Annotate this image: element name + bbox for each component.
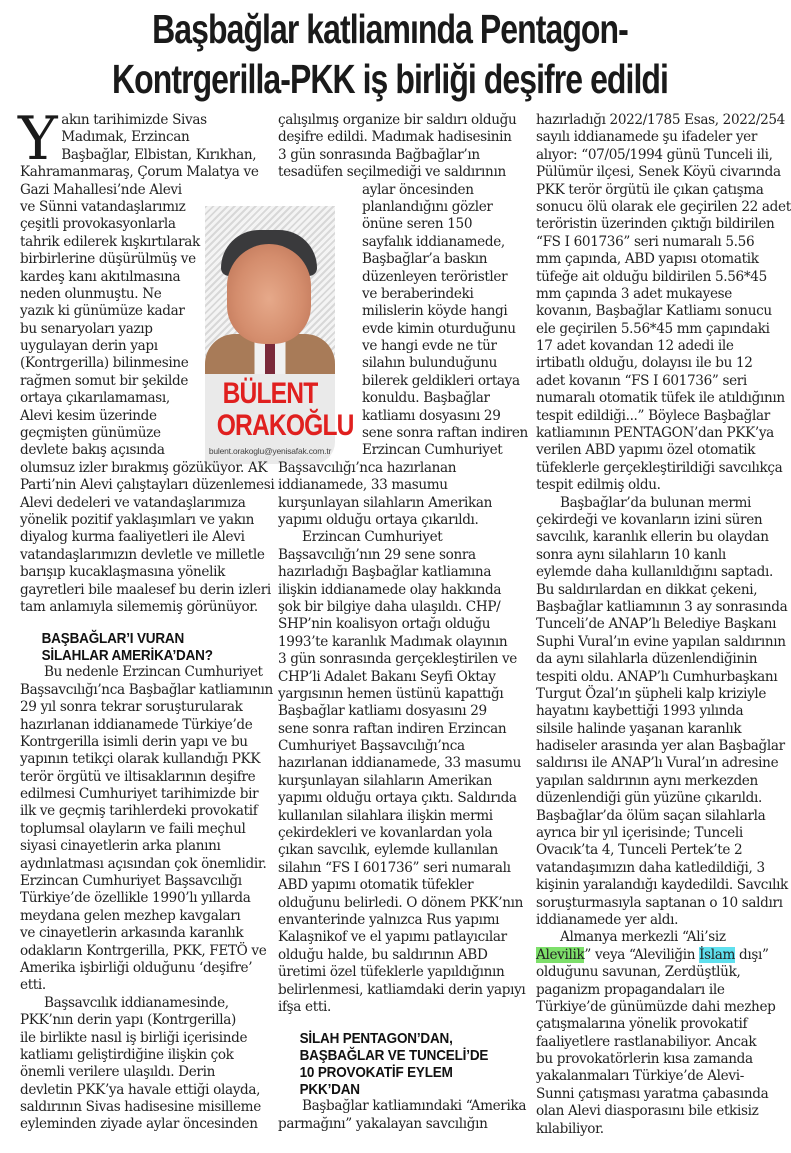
text-line: düzenlendiği gün yüzüne çıkarıldı. bbox=[536, 790, 762, 807]
text-line: PKK’nın derin yapı (Kontrgerilla) bbox=[20, 1012, 236, 1029]
text-line: Pülümür ilçesi, Senek Köyü civarında bbox=[536, 164, 781, 181]
text-line: uygulayan derin yapı bbox=[20, 338, 158, 355]
text-line: ortaya çıkarılamaması, bbox=[20, 390, 170, 407]
paragraph-8 bbox=[536, 929, 776, 1138]
text-line: tam anlamıyla silememiş görünüyor. bbox=[20, 598, 258, 615]
article-column-3 bbox=[536, 112, 791, 1138]
text-line: (Kontrgerilla) bilinmesine bbox=[20, 355, 189, 372]
text-line: çekirdekleri ve kovanlardan yola bbox=[278, 825, 493, 842]
paragraph-2 bbox=[20, 664, 273, 994]
text-line: CHP’li Adalet Bakanı Seyfi Oktay bbox=[278, 668, 496, 685]
text-line: sayfalık iddianamede, bbox=[362, 233, 505, 250]
text-line: aydınlatması açısından çok önemlidir. bbox=[20, 855, 267, 872]
highlight-islam[interactable]: İslam bbox=[699, 946, 736, 963]
text-line: Bu saldırılardan en dikkat çekeni, bbox=[536, 581, 758, 598]
text-line: 1993’te karanlık Madımak olayının bbox=[278, 633, 508, 650]
text-line: faaliyetlere rastlanabiliyor. Ancak bbox=[536, 1033, 757, 1050]
text-line: Ovacık’ta 4, Tunceli Pertek’te 2 bbox=[536, 842, 743, 859]
text-line: ABD yapımı otomatik tüfekler bbox=[278, 877, 474, 894]
paragraph-continued bbox=[278, 112, 517, 182]
text-line: Bu nedenle Erzincan Cumhuriyet bbox=[44, 664, 263, 681]
article-column-2 bbox=[278, 112, 528, 1133]
subheading-line: SİLAHLAR AMERİKA’DAN? bbox=[41, 647, 213, 665]
text-line: hazırladığı Başbağlar katliamına bbox=[278, 564, 492, 581]
text-line: kılabiliyor. bbox=[536, 1120, 604, 1137]
text-line: 3 gün sonrasında gerçekleştirilen ve bbox=[278, 651, 517, 668]
text-line: edilmesi Cumhuriyet tarihimizde bir bbox=[20, 786, 259, 803]
text-line: Alevi dedeleri ve vatandaşlarımıza bbox=[20, 494, 246, 511]
text-line: Başbağlar katliamındaki “Amerika bbox=[302, 1098, 527, 1115]
text-line: devlete bakış açısında bbox=[20, 442, 165, 459]
text-line: olduğunu savunan, Zerdüştlük, bbox=[536, 964, 741, 981]
text-line: ayrıca bir yıl içerisinde; Tunceli bbox=[536, 825, 743, 842]
text-line: rağmen somut bir şekilde bbox=[20, 372, 189, 389]
text-line: ve Sünni vatandaşlarımız bbox=[20, 198, 186, 215]
text-line: vatandaşlarımızın devletle ve milletle bbox=[20, 546, 265, 563]
text-line: 17 adet kovandan 12 adedi ile bbox=[536, 338, 734, 355]
text-line: eylemde daha kullanıldığını saptadı. bbox=[536, 564, 773, 581]
text-line: çıkan savcılık, eylemde kullanılan bbox=[278, 842, 498, 859]
text-line: katliamı dosyasını 29 bbox=[362, 407, 501, 424]
text-line: bu provokatörlerin kısa zamanda bbox=[536, 1051, 753, 1068]
text-line: yazık ki günümüze kadar bbox=[20, 303, 185, 320]
text-line: ele geçirilen 5.56*45 mm çapındaki bbox=[536, 320, 770, 337]
text-line: hadiseler arasında yer alan Başbağlar bbox=[536, 738, 785, 755]
text-line: etti. bbox=[20, 977, 46, 994]
text-line: ve beraberindeki bbox=[362, 285, 474, 302]
text-line: hazırlanan iddianamede Türkiye’de bbox=[20, 716, 253, 733]
subheading-line: BAŞBAĞLAR VE TUNCELİ’DE bbox=[299, 1047, 489, 1065]
text-line: kullanılan silahlara ilişkin mermi bbox=[278, 807, 493, 824]
text-line: sene sonra raftan indiren Erzincan bbox=[278, 720, 507, 737]
text-line: hazırlanan iddianamede, 33 masumu bbox=[278, 755, 522, 772]
text-line: sene sonra raftan indiren bbox=[362, 425, 528, 442]
text-line: eyleminden ziyade aylar öncesinden bbox=[20, 1116, 258, 1133]
text-line: alıyor: “07/05/1994 günü Tunceli ili, bbox=[536, 146, 773, 163]
text-line: ile birlikte nasıl iş birliği içerisinde bbox=[20, 1029, 248, 1046]
text-line: Türkiye’de özellikle 1990’lı yıllarda bbox=[20, 890, 251, 907]
text-line: yargısının hemen üstünü kapattığı bbox=[278, 685, 504, 702]
text-line: gayretleri bile maalesef bu derin izleri bbox=[20, 581, 271, 598]
text-line: Erzincan Cumhuriyet Başsavcılığı bbox=[20, 873, 242, 890]
text-line: saldırısı ile ANAP’lı Vural’ın adresine bbox=[536, 755, 779, 772]
text-line: planlandığını gözler bbox=[362, 198, 493, 215]
text-line: yapılan saldırının aynı merkezden bbox=[536, 772, 758, 789]
text-line: ilk ve geçmiş tarihlerdeki provokatif bbox=[20, 803, 258, 820]
subheading-2 bbox=[278, 1030, 487, 1098]
text-line: Sunni çatışması yaratma çabasında bbox=[536, 1085, 769, 1102]
text-line: aylar öncesinden bbox=[362, 181, 474, 198]
text-line: tahrik edilerek kışkırtılarak bbox=[20, 233, 200, 250]
text-line: çekirdeği ve kovanların izini süren bbox=[536, 511, 763, 528]
text-line: ifşa etti. bbox=[278, 998, 331, 1015]
subheading-line: BAŞBAĞLAR’I VURAN bbox=[41, 630, 185, 648]
text-line: neden olunmuştu. Ne bbox=[20, 285, 162, 302]
text-line: ilişkin iddianamede olay hakkında bbox=[278, 581, 502, 598]
text-line: olduğu halde, bu saldırının ABD bbox=[278, 946, 488, 963]
text-line: iddianamede, 33 masumu bbox=[278, 477, 448, 494]
text-line: parmağını” yakalayan savcılığın bbox=[278, 1115, 488, 1132]
text-line: bilerek geldikleri ortaya bbox=[362, 372, 520, 389]
text-line: tesadüfen seçilmediği ve saldırının bbox=[278, 164, 506, 181]
text-line: meydana gelen mezhep kavgaları bbox=[20, 907, 241, 924]
text-line: Başbağlar’da bulunan mermi bbox=[560, 494, 752, 511]
text-line: Almanya merkezli “Ali’siz bbox=[560, 929, 726, 946]
subheading-line: SİLAH PENTAGON’DAN, bbox=[299, 1030, 453, 1048]
text-line: olan Alevi diasporasını bile etkisiz bbox=[536, 1103, 759, 1120]
text-line: silsile halinde yaşanan karanlık bbox=[536, 720, 742, 737]
paragraph-7 bbox=[536, 494, 788, 930]
text-line: Erzincan Cumhuriyet bbox=[362, 442, 503, 459]
text-line: Cumhuriyet Başsavcılığı’nca bbox=[278, 738, 465, 755]
text-line: tespit edilmiş oldu. bbox=[536, 477, 661, 494]
text-line: Başsavcılığı’nca Başbağlar katliamının bbox=[20, 681, 273, 698]
text-line: PKK terör örgütü ile çıkan çatışma bbox=[536, 181, 764, 198]
text-line: sayılı iddianamede şu ifadeler yer bbox=[536, 129, 758, 146]
text-line: devletin PKK’ya havale ettiği olayda, bbox=[20, 1081, 261, 1098]
text-fragment: dışı” bbox=[735, 946, 769, 963]
text-line: ve hangi evde ne tür bbox=[362, 338, 497, 355]
text-line: önemli verilere ulaşıldı. Derin bbox=[20, 1064, 215, 1081]
text-line: odakların Kontrgerilla, PKK, FETÖ ve bbox=[20, 942, 267, 959]
text-line: Başsavcılığı’nın 29 sene sonra bbox=[278, 546, 476, 563]
headline-line-1: Başbağlar katliamında Pentagon- bbox=[152, 6, 628, 52]
text-line: konuldu. Başbağlar bbox=[362, 390, 490, 407]
text-line: Turgut Özal’ın şüpheli kalp kriziyle bbox=[536, 685, 767, 702]
subheading-1 bbox=[20, 630, 229, 664]
text-line: birbirlerine düşürülmüş ve bbox=[20, 251, 196, 268]
text-line: ve cinayetlerin arkasında karanlık bbox=[20, 925, 244, 942]
text-line: bu senaryoları yazıp bbox=[20, 320, 153, 337]
subheading-line: PKK’DAN bbox=[299, 1081, 360, 1099]
text-line: toplumsal olayların ve faili meçhul bbox=[20, 820, 246, 837]
text-line: şok bir bilgiye daha ulaşıldı. CHP/ bbox=[278, 598, 501, 615]
text-line: deşifre edildi. Madımak hadisesinin bbox=[278, 129, 512, 146]
text-line: adet kovanın “FS I 601736” seri bbox=[536, 372, 747, 389]
text-line: çeşitli provokasyonlarla bbox=[20, 216, 176, 233]
text-line: tespiti oldu. ANAP’lı Cumhurbaşkanı bbox=[536, 668, 778, 685]
text-line: teröristin üzerinden çıktığı bildirilen bbox=[536, 216, 775, 233]
text-fragment: ” veya “Aleviliğin bbox=[584, 946, 700, 963]
text-line: üretimi özel tüfeklerle yapıldığının bbox=[278, 964, 505, 981]
text-line: soruşturmasıyla saptanan o 10 saldırı bbox=[536, 894, 783, 911]
text-line: irtibatlı olduğu, dolayısı ile bu 12 bbox=[536, 355, 753, 372]
text-line-highlighted bbox=[536, 947, 768, 964]
text-line: belirlenmesi, katliamdaki derin yapıyı bbox=[278, 981, 526, 998]
text-line: Başbağlar’da ölüm saçan silahlarla bbox=[536, 807, 766, 824]
text-line: olumsuz izler bırakmış gözüküyor. AK bbox=[20, 459, 268, 476]
text-line: geçmişten günümüze bbox=[20, 425, 161, 442]
text-line: siyasi cinayetlerin arka planını bbox=[20, 838, 221, 855]
text-line: saldırının Sivas hadisesine misilleme bbox=[20, 1099, 261, 1116]
text-line: diyalog kurma faaliyetleri ile Alevi bbox=[20, 529, 245, 546]
author-first-name: BÜLENT bbox=[222, 377, 318, 410]
text-line: Madımak, Erzincan bbox=[61, 129, 190, 146]
author-email: bulent.orakoglu@yenisafak.com.tr bbox=[208, 446, 332, 456]
text-line: katliamının PENTAGON’dan PKK’ya bbox=[536, 425, 774, 442]
text-line: katliamı geliştirdiğine ilişkin çok bbox=[20, 1046, 234, 1063]
text-line: milislerin köyde hangi bbox=[362, 303, 508, 320]
text-line: paganizm propagandaları ile bbox=[536, 981, 725, 998]
text-line: barışıp kucaklaşmasına yönelik bbox=[20, 564, 225, 581]
author-last-name: ORAKOĞLU bbox=[216, 409, 354, 442]
paragraph-continued-2 bbox=[278, 460, 510, 530]
text-line: terör örgütü ve iltisaklarının deşifre bbox=[20, 768, 256, 785]
text-line: yapımı olduğu ortaya çıktı. Saldırıda bbox=[278, 790, 517, 807]
text-line: yönelik pozitif yaklaşımları ve yakın bbox=[20, 511, 255, 528]
text-line: kovanın, Başbağlar Katliamı sonucu bbox=[536, 303, 772, 320]
text-line: düzenleyen teröristler bbox=[362, 268, 508, 285]
text-line: Erzincan Cumhuriyet bbox=[302, 529, 443, 546]
text-line: önüne seren 150 bbox=[362, 216, 473, 233]
text-line: hayatını kaybettiği 1993 yılında bbox=[536, 703, 744, 720]
text-line: Başsavcılık iddianamesinde, bbox=[44, 994, 229, 1011]
text-line: hazırladığı 2022/1785 Esas, 2022/254 bbox=[536, 112, 785, 128]
text-line: yapımı olduğu ortaya çıkarıldı. bbox=[278, 511, 479, 528]
paragraph-wrapped-around-photo bbox=[278, 181, 528, 460]
text-line: Tunceli’de ANAP’lı Belediye Başkanı bbox=[536, 616, 777, 633]
paragraph-6 bbox=[536, 112, 791, 495]
text-line: olduğunu belirledi. O dönem PKK’nın bbox=[278, 894, 524, 911]
text-line: da aynı silahlarla düzenlendiğinin bbox=[536, 651, 758, 668]
paragraph-4 bbox=[278, 529, 526, 1016]
text-line: Parti’nin Alevi çalıştayları düzenlemesi bbox=[20, 477, 275, 494]
text-line: numaralı otomatik tüfek ile atıldığının bbox=[536, 390, 785, 407]
subheading-line: 10 PROVOKATİF EYLEM bbox=[299, 1064, 453, 1082]
text-line: tüfeğe ait olduğu bildirilen 5.56*45 bbox=[536, 268, 767, 285]
text-line: sonucu ölü olarak ele geçirilen 22 adet bbox=[536, 198, 791, 215]
text-line: kişinin yaralandığı kaydedildi. Savcılık bbox=[536, 877, 788, 894]
paragraph-3 bbox=[20, 994, 261, 1134]
text-line: kardeş kanı akıtılmasına bbox=[20, 268, 181, 285]
text-line: Alevi kesim üzerinde bbox=[20, 407, 157, 424]
text-line: kurşunlayan silahların Amerikan bbox=[278, 494, 493, 511]
text-line: Kontrgerilla isimli derin yapı ve bu bbox=[20, 733, 248, 750]
paragraph-5 bbox=[278, 1098, 527, 1133]
text-line: mm çapında, ABD yapısı otomatik bbox=[536, 251, 759, 268]
text-line: sonra aynı silahların 10 kanlı bbox=[536, 546, 726, 563]
drop-cap: Y bbox=[18, 104, 58, 174]
text-line: Başbağlar’a baskın bbox=[362, 251, 488, 268]
text-line: yakalanmaları Türkiye’de Alevi- bbox=[536, 1068, 744, 1085]
text-line: iddianamede yer aldı. bbox=[536, 911, 679, 928]
text-line: Kalaşnikof ve el yapımı patlayıcılar bbox=[278, 929, 507, 946]
text-line: Başbağlar, Elbistan, Kırıkhan, bbox=[61, 146, 257, 163]
text-line: Başbağlar katliamı dosyasını 29 bbox=[278, 703, 487, 720]
text-line: envanterinde yalnızca Rus yapımı bbox=[278, 911, 500, 928]
text-line: mm çapında 3 adet mukayese bbox=[536, 285, 732, 302]
text-line: Suphi Vural’ın evine yapılan saldırının bbox=[536, 633, 786, 650]
text-line: Gazi Mahallesi’nde Alevi bbox=[20, 181, 182, 198]
text-line: Amerika işbirliği olduğunu ‘deşifre’ bbox=[20, 959, 253, 976]
highlight-alevilik[interactable]: Alevilik bbox=[536, 946, 585, 963]
text-line: Başbağlar katliamının 3 ay sonrasında bbox=[536, 598, 788, 615]
text-line: akın tarihimizde Sivas bbox=[61, 112, 207, 128]
text-line: vatandaşımızın daha katledildiği, 3 bbox=[536, 859, 765, 876]
headline-line-2: Kontrgerilla-PKK iş birliği deşifre edildi bbox=[112, 56, 668, 102]
text-line: savcılık, karanlık ellerin bu olaydan bbox=[536, 529, 769, 546]
text-line: “FS I 601736” seri numaralı 5.56 bbox=[536, 233, 755, 250]
text-line: yapının tetikçi olarak kullandığı PKK bbox=[20, 751, 261, 768]
article-headline bbox=[86, 4, 694, 104]
text-line: Başsavcılığı’nca hazırlanan bbox=[278, 459, 457, 476]
text-line: tespit edildiği...” Böylece Başbağlar bbox=[536, 407, 770, 424]
text-line: SHP’nin koalisyon ortağı olduğu bbox=[278, 616, 491, 633]
text-line: çatışmalarına yönelik provokatif bbox=[536, 1016, 748, 1033]
paragraph-8-lines bbox=[536, 964, 776, 1138]
text-line: Kahramanmaraş, Çorum Malatya ve bbox=[20, 164, 259, 181]
text-line: Türkiye’de günümüzde dahi mezhep bbox=[536, 998, 776, 1015]
text-line: 29 yıl sonra tekrar soruşturularak bbox=[20, 699, 243, 716]
text-line: tüfeklerle gerçekleştirildiği savcılıkça bbox=[536, 459, 783, 476]
text-line: verilen ABD yapımı özel otomatik bbox=[536, 442, 756, 459]
text-line: evde kimin oturduğunu bbox=[362, 320, 516, 337]
text-line: silahın “FS I 601736” seri numaralı bbox=[278, 859, 511, 876]
text-line: kurşunlayan silahların Amerikan bbox=[278, 772, 493, 789]
text-line: 3 gün sonrasında Bağbağlar’ın bbox=[278, 146, 480, 163]
text-line: silahın bulunduğunu bbox=[362, 355, 498, 372]
text-line: çalışılmış organize bir saldırı olduğu bbox=[278, 112, 517, 128]
